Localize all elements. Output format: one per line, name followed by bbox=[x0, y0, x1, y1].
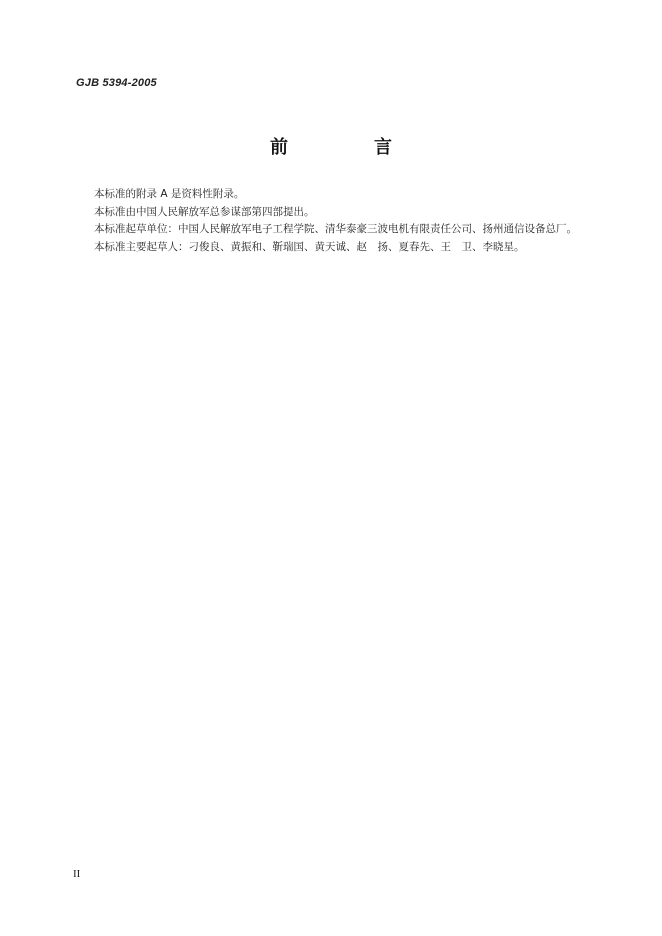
paragraph-proposer: 本标准由中国人民解放军总参谋部第四部提出。 bbox=[94, 205, 315, 218]
paragraph-drafting-units: 本标准起草单位：中国人民解放军电子工程学院、清华泰豪三波电机有限责任公司、扬州通信设备总厂。 bbox=[94, 223, 577, 235]
foreword-body bbox=[76, 186, 600, 256]
paragraph-appendix-note: 本标准的附录 A 是资料性附录。 bbox=[94, 188, 245, 200]
standard-code-header: GJB 5394-2005 bbox=[76, 77, 157, 89]
page-number: II bbox=[73, 868, 81, 880]
paragraph-main-drafters: 本标准主要起草人：刁俊良、黄振和、靳瑞国、黄天诚、赵 扬、夏春先、王 卫、李晓星。 bbox=[94, 240, 525, 253]
page-title: 前 言 bbox=[270, 137, 426, 158]
